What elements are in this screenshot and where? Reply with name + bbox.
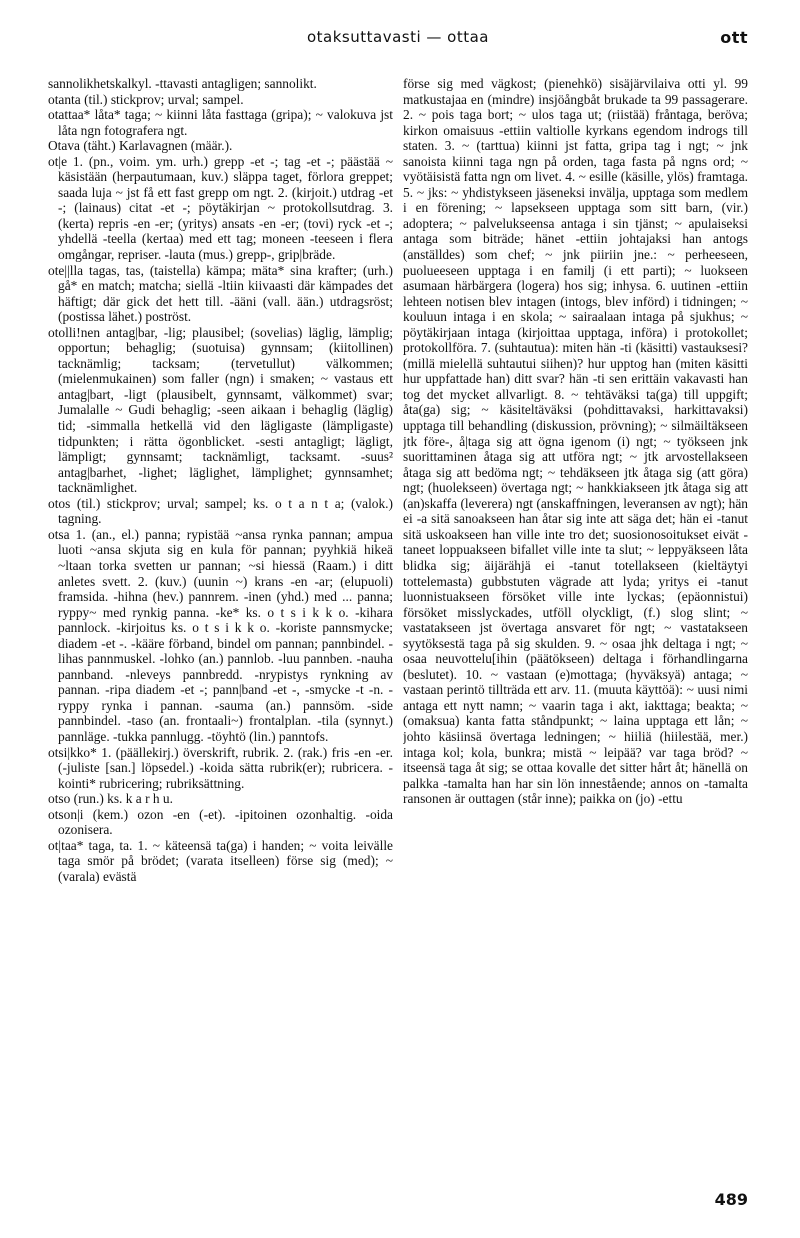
- entry: förse sig med vägkost; (pienehkö) sisäjärvilaiva otti yl. 99 matkustajaa en (mindre) insjöångbåt brukade ta 99 passagerare. 2. ~ pois taga bort; ~ ulos taga ut; (riistää) fråntaga, beröva; kirkon omaisuus -ettiin valtiolle kyrkans egendom indrogs till staten. 3. ~ (tarttua) kiinni jst fatta, gripa tag i ngt; ~ jnk sanoista kiinni taga ngn på orden, taga fasta på ngns ord; ~ vyötäisistä fatta ngn om livet. 4. ~ esille (käsille, ylös) framtaga. 5. ~ jks: ~ yhdistykseen jäseneksi invälja, upptaga som medlem i en förening; ~ lapsekseen upptaga som sitt barn, (vir.) adoptera; ~ palvelukseensa antaga i sin tjänst; ~ apulaiseksi antaga som biträde; hänet -ettiin johtajaksi han antogs (anställdes) som chef; ~ jnk piiriin jne.: ~ perheeseen, puolueeseen upptaga i en familj (i ett parti); ~ luokseen asumaan härbärgera (logera) hos sig; inhysa. 6. uutinen -ettiin lehteen notisen blev intagen (intogs, blev införd) i tidningen; ~ kouluun intaga i en skola; ~ sairaalaan intaga på sjukhus; ~ pöytäkirjaan intaga (kirjoittaa upptaga, införa) i protokollet; protokollföra. 7. (suhtautua): miten hän -ti (käsitti) vastauksesi? (millä mielellä suhtautui siihen)? hur upptog han (miten käsitti hur uppfattade han) ditt svar? hän -ti sen erittäin vakavasti han tog det mycket allvarligt. 8. ~ tehtäväksi ta(ga) till uppgift; åta(ga) sig; ~ käsiteltäväksi (pohdittavaksi, harkittavaksi) upptaga till behandling (diskussion, prövning); ~ silmäiltäkseen jtk före-, å|taga sig att ögna igenom (i) ngt; ~ työkseen jnk suorittaminen åtaga sig att utföra ngt; ~ jtk arvostellakseen åtaga sig att bedöma ngt; ~ tehdäkseen jtk åtaga sig (att göra) ngt; (huolekseen) övertaga ngt; ~ hankkiakseen jtk åtaga sig att (an)skaffa (leverera) ngt (anskaffningen, leveransen av ngt); hän ei -a sitä sanoakseen han åtar sig inte att säga det; hän ei -tanut sitä uskoakseen han ville inte tro det; suosionosoitukset eivät -taneet loppuakseen bifallet ville inte ta slut; ~ leppyäkseen låta blidka sig; äijärähjä ei -tanut totellakseen (kieltäytyi tottelemasta) gubbstuten vägrade att lyda; yritys ei -tanut luonnistuakseen försöket ville inte lyckas; (epäonnistui) försöket misslyckades, utföll olyckligt, (f.) slog slint; ~ vastatakseen jst övertaga ansvaret för ngt; ~ vastatakseen syytöksestä taga på sig skulden. 9. ~ osaa jhk deltaga i ngt; ~ osaa neuvottelu[ihin (päätökseen) deltaga i förhandlingarna (beslutet). 10. ~ vastaan (e)mottaga; (hyväksyä) antaga; ~ vastaan perintö tillträda ett arv. 11. (muuta käyttöä): ~ uusi nimi antaga ett nytt namn; ~ vaarin taga i akt, iakttaga; beakta; ~ (omaksua) kanta fatta ståndpunkt; ~ laina upptaga ett lån; ~ johto käsiinsä övertaga ledningen; ~ hiiliä (hiilestää, mer.) intaga kol; kola, bunkra; mistä ~ leipää? var taga bröd? ~ itseensä taga åt sig; se ottaa kovalle det sitter hårt åt; hänellä on palkka -tamalta han har sin lön innestående; annos on -tamalta ransonen är outtagen (står inne); paikka on (jo) -ettu: [403, 76, 748, 807]
- entry: otos (til.) stickprov; urval; sampel; ks. o t a n t a; (valok.) tagning.: [48, 495, 393, 527]
- left-column: [48, 76, 393, 1156]
- page-number: 489: [714, 1190, 748, 1209]
- guide-word: ott: [720, 28, 748, 47]
- entry: otson|i (kem.) ozon -en (-et). -ipitoinen ozonhaltig. -oida ozonisera.: [48, 806, 393, 838]
- entry: otattaa* låta* taga; ~ kiinni låta fasttaga (gripa); ~ valokuva jst låta ngn fotografera ngt.: [48, 107, 393, 138]
- page-header: [48, 26, 748, 56]
- entry: ot|taa* taga, ta. 1. ~ käteensä ta(ga) i handen; ~ voita leivälle taga smör på brödet; (varata itselleen) förse sig (med); ~ (varala) evästä: [48, 837, 393, 884]
- entry: Otava (täht.) Karlavagnen (määr.).: [48, 138, 233, 154]
- entry: otanta (til.) stickprov; urval; sampel.: [48, 91, 244, 107]
- entry: otso (run.) ks. k a r h u.: [48, 791, 173, 807]
- entry: ote||lla tagas, tas, (taistella) kämpa; mäta* sina krafter; (urh.) gå* en match; matcha; siellä -ltiin kiivaasti där kämpades det häftigt; där gick det hett till. -äänі (vall. ään.) utdragsröst; (postissa lähet.) poströst.: [48, 262, 393, 325]
- entry: otolli!nen antag|bar, -lig; plausibel; (sovelias) läglig, lämplig; opportun; behaglig; (suotuisa) gynnsam; (kiitollinen) tacknämlig; tacksam; (tervetullut) välkommen; (mielenmukainen) som faller (ngn) i smaken; ~ vastaus ett antag|bart, -ligt (plausibelt, gynnsamt, välkommet) svar; Jumalalle ~ Gudi behaglig; -seen aikaan i behaglig (läglig) tid; -simmalla hetkellä vid den lägligaste (lämpligaste) tidpunkten; i rätta ögonblicket. -sesti antagligt; lägligt, lämpligt; gynnsamt; tacknämligt, tacksamt. -suus² antag|barhet, -lighet; läglighet, lämplighet; gynnsamhet; tacknämlighet.: [48, 324, 393, 496]
- entry: ot|e 1. (pn., voim. ym. urh.) grepp -et -; tag -et -; päästää ~ käsistään (herpautumaan, kuv.) släppa taget, förlora greppet; saada luja ~ jst få ett fast grepp om ngt. 2. (kirjoit.) utdrag -et -; (lainaus) citat -et -; pöytäkirjan ~ protokollsutdrag. 3. (kerta) repris -en -er; (yritys) ansats -en -er; (tovi) ryck -et -; yhdellä -teella (kertaa) med ett tag; moneen -teeseen i flera omgångar, repriser. -lauta (mus.) grepp-, grip|bräde.: [48, 153, 393, 263]
- running-title: otaksuttavasti — ottaa: [306, 28, 489, 46]
- entry: otsi|kko* 1. (päällekirj.) överskrift, rubrik. 2. (rak.) fris -en -er. (-juliste [san.] löpsedel.) -koida sätta rubrik(er); rubricera. -kointi* rubricering; rubriksättning.: [48, 744, 393, 791]
- right-column: [403, 76, 748, 1156]
- entry: sannolikhetskalkyl. -ttavasti antagligen; sannolikt.: [48, 76, 317, 91]
- entry: otsa 1. (an., el.) panna; rypistää ~ansa rynka pannan; ampua luoti ~ansa skjuta sig en kula för pannan; pyyhkiä hikeä ~ltaan torka svetten ur pannan; ~si hiessä (Raam.) i ditt anletes svett. 2. (kuv.) (uunin ~) krans -en -ar; (elupuoli) framsida. -hihna (hev.) pannrem. -inen (yhd.) med ... panna; ryppy~ med rynkig panna. -ke* ks. o t s i k k o. -kihara pannlock. -kirjoitus ks. o t s i k k o. -koriste pannsmycke; diadem -et -. -kääre förband, bindel om pannan; pannbindel. -lihas pannmuskel. -lohko (an.) pannlob. -luu pannben. -nauha pannband. -nleveys pannbredd. -nrypistys rynkning av pannan. -ripa diadem -et -; pann|band -et -, -smycke -t -n. -ryppy rynka i pannan. -sauma (an.) pannsöm. -side pannbindel. -taso (an. frontaali~) frontalplan. -tila (synnyt.) pannläge. -tukka pannlugg. -töyhtö (lin.) panntofs.: [48, 526, 393, 744]
